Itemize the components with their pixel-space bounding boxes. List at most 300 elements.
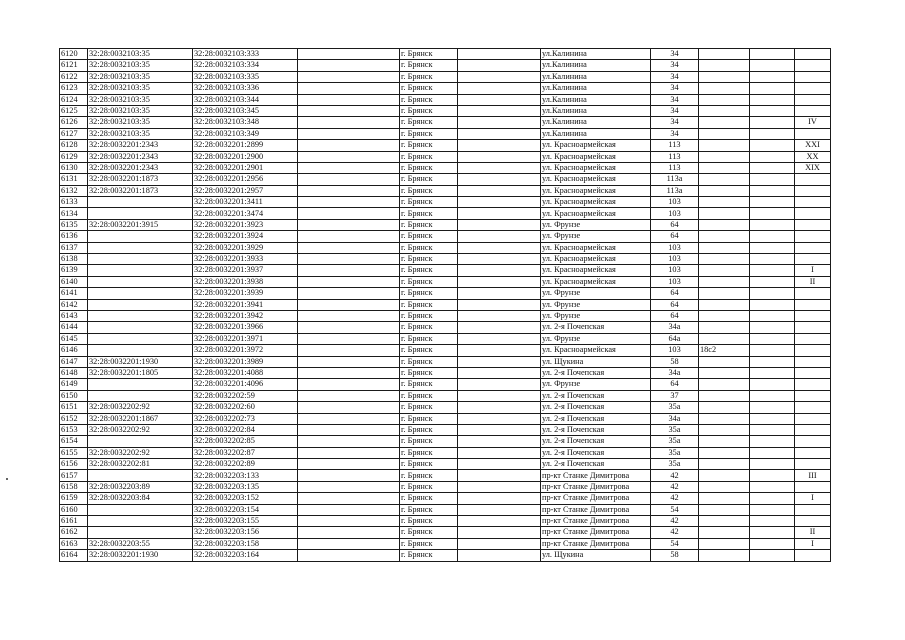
street-cell: ул. Красноармейская (541, 254, 651, 265)
object-cadastral-cell: 32:28:0032201:2957 (193, 185, 298, 196)
blank-cell (458, 481, 541, 492)
building-cell (699, 367, 750, 378)
house-number-cell: 64 (651, 299, 699, 310)
city-cell: г. Брянск (400, 413, 458, 424)
object-cadastral-cell: 32:28:0032202:87 (193, 447, 298, 458)
scan-speck (6, 478, 8, 480)
street-cell: ул. 2-я Почепская (541, 413, 651, 424)
parcel-cadastral-cell (88, 208, 193, 219)
parcel-cadastral-cell (88, 504, 193, 515)
house-number-cell: 34 (651, 94, 699, 105)
blank-cell (298, 538, 400, 549)
house-number-cell: 34 (651, 49, 699, 60)
table-row (60, 71, 831, 82)
building-cell (699, 60, 750, 71)
blank-cell (298, 322, 400, 333)
building-cell: 18с2 (699, 345, 750, 356)
building-cell (699, 105, 750, 116)
city-cell: г. Брянск (400, 105, 458, 116)
parcel-cadastral-cell (88, 242, 193, 253)
blank-cell (750, 128, 795, 139)
blank-cell (298, 71, 400, 82)
premises-number-cell: II (795, 527, 831, 538)
blank-cell (750, 197, 795, 208)
house-number-cell: 35а (651, 459, 699, 470)
house-number-cell: 42 (651, 493, 699, 504)
row-number-cell: 6127 (60, 128, 88, 139)
premises-number-cell (795, 128, 831, 139)
building-cell (699, 459, 750, 470)
table-row (60, 265, 831, 276)
row-number-cell: 6144 (60, 322, 88, 333)
city-cell: г. Брянск (400, 550, 458, 561)
object-cadastral-cell: 32:28:0032201:3929 (193, 242, 298, 253)
street-cell: ул.Калинина (541, 83, 651, 94)
blank-cell (750, 94, 795, 105)
house-number-cell: 113 (651, 162, 699, 173)
blank-cell (298, 162, 400, 173)
blank-cell (750, 493, 795, 504)
premises-number-cell (795, 413, 831, 424)
blank-cell (458, 413, 541, 424)
blank-cell (750, 174, 795, 185)
blank-cell (298, 174, 400, 185)
object-cadastral-cell: 32:28:0032203:152 (193, 493, 298, 504)
building-cell (699, 231, 750, 242)
row-number-cell: 6153 (60, 424, 88, 435)
street-cell: ул. Красноармейская (541, 197, 651, 208)
building-cell (699, 470, 750, 481)
premises-number-cell (795, 71, 831, 82)
blank-cell (750, 117, 795, 128)
blank-cell (750, 242, 795, 253)
house-number-cell: 103 (651, 242, 699, 253)
parcel-cadastral-cell (88, 276, 193, 287)
blank-cell (298, 49, 400, 60)
blank-cell (298, 402, 400, 413)
table-row (60, 185, 831, 196)
row-number-cell: 6122 (60, 71, 88, 82)
row-number-cell: 6163 (60, 538, 88, 549)
building-cell (699, 185, 750, 196)
blank-cell (458, 310, 541, 321)
row-number-cell: 6132 (60, 185, 88, 196)
object-cadastral-cell: 32:28:0032203:158 (193, 538, 298, 549)
blank-cell (458, 94, 541, 105)
city-cell: г. Брянск (400, 128, 458, 139)
object-cadastral-cell: 32:28:0032201:2900 (193, 151, 298, 162)
blank-cell (458, 367, 541, 378)
blank-cell (298, 390, 400, 401)
blank-cell (458, 49, 541, 60)
row-number-cell: 6154 (60, 436, 88, 447)
object-cadastral-cell: 32:28:0032201:2956 (193, 174, 298, 185)
premises-number-cell (795, 105, 831, 116)
city-cell: г. Брянск (400, 345, 458, 356)
premises-number-cell (795, 219, 831, 230)
blank-cell (458, 527, 541, 538)
building-cell (699, 527, 750, 538)
building-cell (699, 242, 750, 253)
table-row (60, 538, 831, 549)
object-cadastral-cell: 32:28:0032201:4096 (193, 379, 298, 390)
blank-cell (750, 299, 795, 310)
blank-cell (750, 481, 795, 492)
blank-cell (298, 356, 400, 367)
row-number-cell: 6146 (60, 345, 88, 356)
parcel-cadastral-cell: 32:28:0032202:92 (88, 447, 193, 458)
city-cell: г. Брянск (400, 231, 458, 242)
blank-cell (458, 447, 541, 458)
house-number-cell: 103 (651, 254, 699, 265)
blank-cell (750, 310, 795, 321)
object-cadastral-cell: 32:28:0032202:84 (193, 424, 298, 435)
street-cell: ул. 2-я Почепская (541, 436, 651, 447)
blank-cell (750, 367, 795, 378)
city-cell: г. Брянск (400, 162, 458, 173)
object-cadastral-cell: 32:28:0032203:154 (193, 504, 298, 515)
blank-cell (298, 310, 400, 321)
row-number-cell: 6125 (60, 105, 88, 116)
street-cell: ул. Фрунзе (541, 333, 651, 344)
table-row (60, 504, 831, 515)
premises-number-cell (795, 550, 831, 561)
building-cell (699, 516, 750, 527)
blank-cell (750, 402, 795, 413)
premises-number-cell (795, 504, 831, 515)
row-number-cell: 6147 (60, 356, 88, 367)
building-cell (699, 379, 750, 390)
row-number-cell: 6164 (60, 550, 88, 561)
blank-cell (298, 436, 400, 447)
house-number-cell: 64 (651, 379, 699, 390)
blank-cell (458, 128, 541, 139)
blank-cell (458, 208, 541, 219)
blank-cell (298, 516, 400, 527)
blank-cell (458, 333, 541, 344)
object-cadastral-cell: 32:28:0032201:3938 (193, 276, 298, 287)
house-number-cell: 103 (651, 345, 699, 356)
parcel-cadastral-cell: 32:28:0032201:2343 (88, 151, 193, 162)
parcel-cadastral-cell: 32:28:0032201:2343 (88, 162, 193, 173)
parcel-cadastral-cell: 32:28:0032103:35 (88, 105, 193, 116)
blank-cell (298, 117, 400, 128)
blank-cell (458, 288, 541, 299)
building-cell (699, 322, 750, 333)
blank-cell (750, 527, 795, 538)
city-cell: г. Брянск (400, 424, 458, 435)
city-cell: г. Брянск (400, 94, 458, 105)
table-row (60, 208, 831, 219)
row-number-cell: 6161 (60, 516, 88, 527)
premises-number-cell: II (795, 276, 831, 287)
premises-number-cell: XX (795, 151, 831, 162)
street-cell: пр-кт Станке Димитрова (541, 516, 651, 527)
house-number-cell: 42 (651, 527, 699, 538)
city-cell: г. Брянск (400, 265, 458, 276)
parcel-cadastral-cell (88, 322, 193, 333)
table-row (60, 367, 831, 378)
object-cadastral-cell: 32:28:0032203:133 (193, 470, 298, 481)
blank-cell (750, 231, 795, 242)
house-number-cell: 103 (651, 197, 699, 208)
row-number-cell: 6149 (60, 379, 88, 390)
building-cell (699, 162, 750, 173)
building-cell (699, 94, 750, 105)
row-number-cell: 6148 (60, 367, 88, 378)
city-cell: г. Брянск (400, 254, 458, 265)
row-number-cell: 6143 (60, 310, 88, 321)
table-row (60, 550, 831, 561)
city-cell: г. Брянск (400, 174, 458, 185)
parcel-cadastral-cell: 32:28:0032103:35 (88, 60, 193, 71)
house-number-cell: 113 (651, 151, 699, 162)
premises-number-cell: I (795, 265, 831, 276)
street-cell: ул. Фрунзе (541, 219, 651, 230)
object-cadastral-cell: 32:28:0032103:344 (193, 94, 298, 105)
blank-cell (750, 356, 795, 367)
city-cell: г. Брянск (400, 140, 458, 151)
blank-cell (458, 140, 541, 151)
object-cadastral-cell: 32:28:0032201:3941 (193, 299, 298, 310)
row-number-cell: 6158 (60, 481, 88, 492)
blank-cell (750, 459, 795, 470)
parcel-cadastral-cell: 32:28:0032202:81 (88, 459, 193, 470)
premises-number-cell (795, 208, 831, 219)
table-row (60, 470, 831, 481)
blank-cell (298, 550, 400, 561)
city-cell: г. Брянск (400, 390, 458, 401)
blank-cell (298, 345, 400, 356)
parcel-cadastral-cell (88, 470, 193, 481)
blank-cell (458, 322, 541, 333)
building-cell (699, 197, 750, 208)
parcel-cadastral-cell: 32:28:0032201:1930 (88, 356, 193, 367)
blank-cell (298, 140, 400, 151)
parcel-cadastral-cell: 32:28:0032103:35 (88, 128, 193, 139)
table-row (60, 105, 831, 116)
street-cell: ул.Калинина (541, 117, 651, 128)
premises-number-cell (795, 254, 831, 265)
building-cell (699, 424, 750, 435)
city-cell: г. Брянск (400, 49, 458, 60)
blank-cell (458, 276, 541, 287)
city-cell: г. Брянск (400, 367, 458, 378)
object-cadastral-cell: 32:28:0032103:336 (193, 83, 298, 94)
house-number-cell: 64 (651, 288, 699, 299)
city-cell: г. Брянск (400, 402, 458, 413)
table-row (60, 231, 831, 242)
street-cell: ул.Калинина (541, 60, 651, 71)
blank-cell (458, 436, 541, 447)
house-number-cell: 35а (651, 436, 699, 447)
house-number-cell: 64а (651, 333, 699, 344)
house-number-cell: 34а (651, 413, 699, 424)
blank-cell (298, 151, 400, 162)
parcel-cadastral-cell: 32:28:0032103:35 (88, 83, 193, 94)
table-row (60, 516, 831, 527)
parcel-cadastral-cell (88, 197, 193, 208)
house-number-cell: 34 (651, 71, 699, 82)
premises-number-cell (795, 94, 831, 105)
house-number-cell: 58 (651, 356, 699, 367)
street-cell: ул. Красноармейская (541, 276, 651, 287)
parcel-cadastral-cell: 32:28:0032203:84 (88, 493, 193, 504)
blank-cell (298, 185, 400, 196)
premises-number-cell (795, 242, 831, 253)
table-row (60, 197, 831, 208)
blank-cell (298, 413, 400, 424)
parcel-cadastral-cell: 32:28:0032201:1805 (88, 367, 193, 378)
blank-cell (298, 105, 400, 116)
city-cell: г. Брянск (400, 117, 458, 128)
blank-cell (750, 516, 795, 527)
blank-cell (458, 459, 541, 470)
blank-cell (298, 128, 400, 139)
row-number-cell: 6126 (60, 117, 88, 128)
table-row (60, 322, 831, 333)
city-cell: г. Брянск (400, 516, 458, 527)
object-cadastral-cell: 32:28:0032201:3989 (193, 356, 298, 367)
blank-cell (298, 527, 400, 538)
blank-cell (298, 333, 400, 344)
blank-cell (298, 459, 400, 470)
row-number-cell: 6133 (60, 197, 88, 208)
table-row (60, 527, 831, 538)
blank-cell (750, 254, 795, 265)
blank-cell (458, 493, 541, 504)
blank-cell (458, 379, 541, 390)
table-row (60, 151, 831, 162)
object-cadastral-cell: 32:28:0032203:164 (193, 550, 298, 561)
parcel-cadastral-cell (88, 265, 193, 276)
house-number-cell: 103 (651, 208, 699, 219)
premises-number-cell (795, 402, 831, 413)
row-number-cell: 6130 (60, 162, 88, 173)
premises-number-cell (795, 379, 831, 390)
parcel-cadastral-cell (88, 288, 193, 299)
street-cell: ул.Калинина (541, 71, 651, 82)
table-row (60, 49, 831, 60)
premises-number-cell (795, 310, 831, 321)
blank-cell (458, 265, 541, 276)
parcel-cadastral-cell (88, 516, 193, 527)
street-cell: ул. 2-я Почепская (541, 447, 651, 458)
city-cell: г. Брянск (400, 197, 458, 208)
blank-cell (298, 242, 400, 253)
parcel-cadastral-cell (88, 254, 193, 265)
house-number-cell: 42 (651, 481, 699, 492)
object-cadastral-cell: 32:28:0032103:335 (193, 71, 298, 82)
parcel-cadastral-cell (88, 379, 193, 390)
blank-cell (750, 83, 795, 94)
house-number-cell: 103 (651, 276, 699, 287)
premises-number-cell (795, 345, 831, 356)
row-number-cell: 6151 (60, 402, 88, 413)
city-cell: г. Брянск (400, 447, 458, 458)
table-row (60, 117, 831, 128)
street-cell: ул. Красноармейская (541, 208, 651, 219)
parcel-cadastral-cell: 32:28:0032201:1867 (88, 413, 193, 424)
house-number-cell: 113а (651, 185, 699, 196)
parcel-cadastral-cell: 32:28:0032201:1873 (88, 185, 193, 196)
blank-cell (750, 504, 795, 515)
blank-cell (458, 105, 541, 116)
building-cell (699, 288, 750, 299)
premises-number-cell (795, 481, 831, 492)
parcel-cadastral-cell: 32:28:0032103:35 (88, 71, 193, 82)
building-cell (699, 504, 750, 515)
city-cell: г. Брянск (400, 185, 458, 196)
object-cadastral-cell: 32:28:0032201:3411 (193, 197, 298, 208)
blank-cell (458, 504, 541, 515)
premises-number-cell: XIX (795, 162, 831, 173)
street-cell: ул. Щукина (541, 550, 651, 561)
blank-cell (750, 333, 795, 344)
street-cell: ул.Калинина (541, 94, 651, 105)
premises-number-cell (795, 288, 831, 299)
premises-number-cell (795, 60, 831, 71)
premises-number-cell (795, 367, 831, 378)
blank-cell (458, 185, 541, 196)
house-number-cell: 34 (651, 83, 699, 94)
city-cell: г. Брянск (400, 379, 458, 390)
object-cadastral-cell: 32:28:0032201:2901 (193, 162, 298, 173)
blank-cell (750, 49, 795, 60)
city-cell: г. Брянск (400, 208, 458, 219)
street-cell: ул. 2-я Почепская (541, 322, 651, 333)
object-cadastral-cell: 32:28:0032202:59 (193, 390, 298, 401)
building-cell (699, 83, 750, 94)
blank-cell (750, 185, 795, 196)
city-cell: г. Брянск (400, 538, 458, 549)
street-cell: ул. Фрунзе (541, 310, 651, 321)
city-cell: г. Брянск (400, 288, 458, 299)
blank-cell (458, 60, 541, 71)
object-cadastral-cell: 32:28:0032103:349 (193, 128, 298, 139)
blank-cell (298, 367, 400, 378)
object-cadastral-cell: 32:28:0032201:3942 (193, 310, 298, 321)
house-number-cell: 64 (651, 219, 699, 230)
blank-cell (750, 345, 795, 356)
city-cell: г. Брянск (400, 276, 458, 287)
blank-cell (298, 447, 400, 458)
building-cell (699, 140, 750, 151)
street-cell: ул. 2-я Почепская (541, 402, 651, 413)
blank-cell (458, 231, 541, 242)
premises-number-cell: IV (795, 117, 831, 128)
blank-cell (458, 71, 541, 82)
blank-cell (458, 424, 541, 435)
blank-cell (298, 254, 400, 265)
parcel-cadastral-cell: 32:28:0032203:89 (88, 481, 193, 492)
blank-cell (298, 276, 400, 287)
row-number-cell: 6124 (60, 94, 88, 105)
parcel-cadastral-cell (88, 527, 193, 538)
table-row (60, 345, 831, 356)
table-row (60, 140, 831, 151)
object-cadastral-cell: 32:28:0032201:2899 (193, 140, 298, 151)
table-row (60, 162, 831, 173)
parcel-cadastral-cell: 32:28:0032201:1873 (88, 174, 193, 185)
object-cadastral-cell: 32:28:0032201:3939 (193, 288, 298, 299)
city-cell: г. Брянск (400, 310, 458, 321)
blank-cell (298, 493, 400, 504)
street-cell: ул. Красноармейская (541, 162, 651, 173)
street-cell: ул. 2-я Почепская (541, 424, 651, 435)
street-cell: ул. 2-я Почепская (541, 459, 651, 470)
building-cell (699, 436, 750, 447)
